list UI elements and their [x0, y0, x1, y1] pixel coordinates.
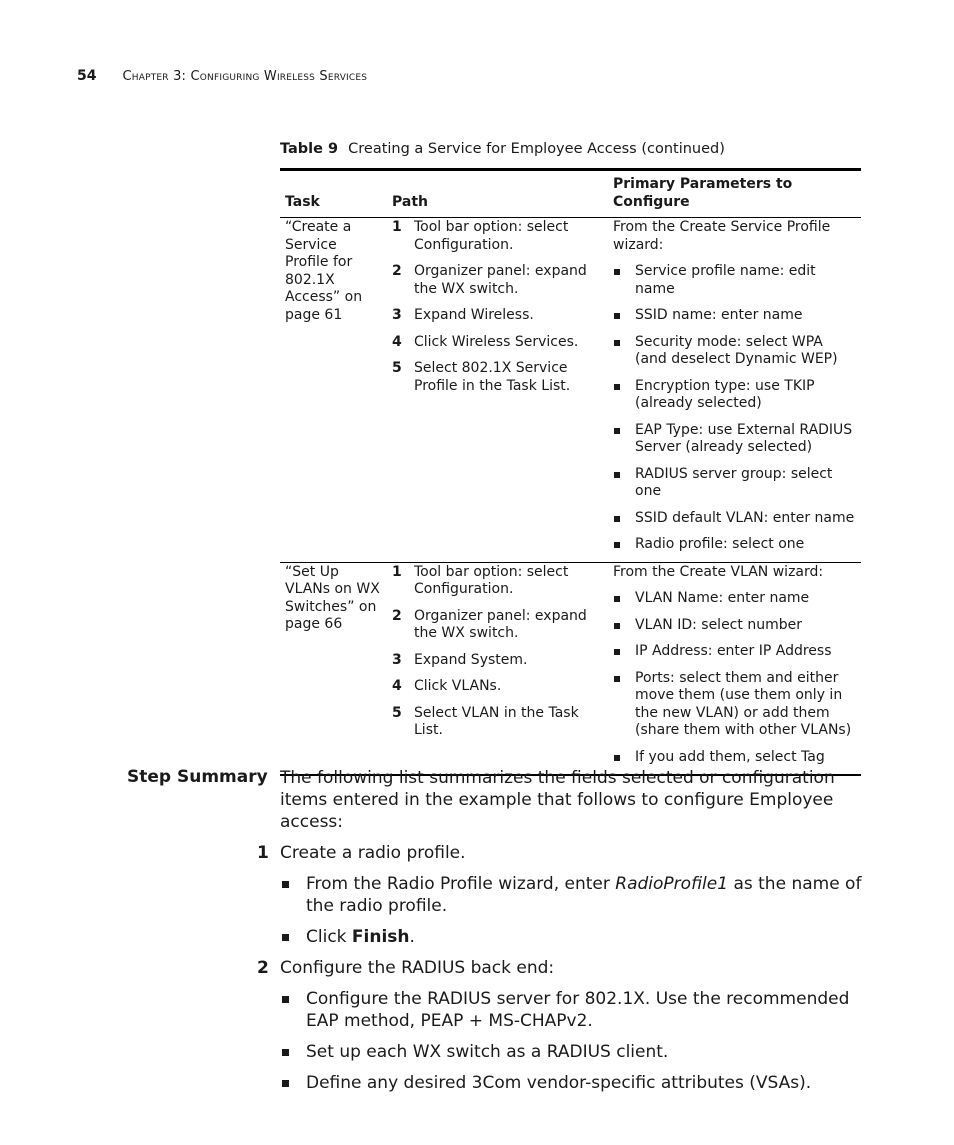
task-cell: “Set Up VLANs on WX Switches” on page 66	[285, 563, 380, 632]
parameter-item: SSID name: enter name	[613, 307, 857, 325]
bullet-icon	[614, 596, 620, 602]
step-number: 1	[257, 843, 269, 863]
parameter-item: Encryption type: use TKIP (already selected)	[613, 378, 857, 413]
parameters-cell	[608, 562, 861, 775]
bullet-icon	[614, 313, 620, 319]
step-text: Create a radio profile.	[280, 843, 466, 863]
summary-step	[257, 957, 870, 1094]
path-step: 4 Click VLANs.	[392, 678, 502, 694]
step-text: Configure the RADIUS back end:	[280, 958, 555, 978]
bullet-icon	[614, 428, 620, 434]
step-number: 2	[257, 958, 269, 978]
table-header-row	[280, 170, 861, 218]
bullet-icon	[614, 676, 620, 682]
table-row	[280, 218, 861, 563]
bullet-icon	[614, 542, 620, 548]
bullet-icon	[614, 516, 620, 522]
bullet-icon	[614, 623, 620, 629]
parameter-item: EAP Type: use External RADIUS Server (already selected)	[613, 422, 857, 457]
parameter-item: SSID default VLAN: enter name	[613, 510, 857, 528]
parameters-intro: From the Create Service Profile wizard:	[613, 219, 831, 253]
step-bullet: Set up each WX switch as a RADIUS client.	[280, 1041, 870, 1063]
parameters-intro: From the Create VLAN wizard:	[613, 563, 824, 580]
parameter-item: Security mode: select WPA (and deselect Dynamic WEP)	[613, 334, 857, 369]
path-step: 1 Tool bar option: select Configuration.	[392, 563, 569, 597]
path-step: 5 Select VLAN in the Task List.	[392, 704, 579, 738]
path-step: 4 Click Wireless Services.	[392, 333, 579, 350]
bullet-icon	[282, 996, 289, 1003]
bullet-icon	[614, 649, 620, 655]
parameter-item: RADIUS server group: select one	[613, 466, 857, 501]
path-cell	[387, 218, 608, 563]
header-path: Path	[392, 193, 428, 210]
page-number: 54	[77, 68, 97, 84]
bullet-icon	[282, 1080, 289, 1087]
table-title: Creating a Service for Employee Access (continued)	[348, 141, 725, 157]
section-body	[257, 767, 870, 1103]
path-step: 2 Organizer panel: expand the WX switch.	[392, 263, 587, 297]
running-header	[77, 68, 367, 84]
radio-profile-name: RadioProfile1	[615, 874, 729, 894]
bullet-icon	[282, 934, 289, 941]
bullet-icon	[282, 881, 289, 888]
parameters-cell	[608, 218, 861, 563]
table-9	[280, 168, 861, 776]
path-step: 2 Organizer panel: expand the WX switch.	[392, 607, 587, 641]
table-row	[280, 562, 861, 775]
table-caption	[280, 141, 725, 157]
parameter-item: VLAN Name: enter name	[613, 590, 857, 608]
step-bullet: Configure the RADIUS server for 802.1X. Use the recommended EAP method, PEAP + MS-CHAPv2.	[280, 988, 870, 1032]
path-step: 1 Tool bar option: select Configuration.	[392, 219, 569, 253]
step-bullet: Click Finish.	[280, 926, 870, 948]
path-step: 5 Select 802.1X Service Profile in the Task List.	[392, 360, 571, 394]
parameter-item: If you add them, select Tag	[613, 749, 857, 767]
parameter-item: Radio profile: select one	[613, 536, 857, 554]
step-bullet: From the Radio Profile wizard, enter RadioProfile1 as the name of the radio profile.	[280, 873, 870, 917]
bullet-icon	[282, 1049, 289, 1056]
bullet-icon	[614, 384, 620, 390]
parameter-item: VLAN ID: select number	[613, 617, 857, 635]
section-heading: Step Summary	[127, 767, 268, 787]
bullet-icon	[614, 755, 620, 761]
bullet-icon	[614, 340, 620, 346]
parameter-item: IP Address: enter IP Address	[613, 643, 857, 661]
path-step: 3 Expand Wireless.	[392, 307, 534, 323]
bullet-icon	[614, 269, 620, 275]
path-cell	[387, 562, 608, 775]
section-intro: The following list summarizes the fields selected or configuration items entered in the example that follows to configure Employee access:	[280, 768, 835, 832]
header-task: Task	[285, 193, 320, 210]
bullet-icon	[614, 472, 620, 478]
header-parameters: Primary Parameters to Configure	[613, 176, 793, 210]
task-cell: “Create a Service Profile for 802.1X Access” on page 61	[285, 219, 363, 323]
summary-step	[257, 842, 870, 948]
table-label: Table 9	[280, 141, 339, 157]
parameter-item: Service profile name: edit name	[613, 263, 857, 298]
path-step: 3 Expand System.	[392, 651, 528, 668]
step-bullet: Define any desired 3Com vendor-specific attributes (VSAs).	[280, 1072, 870, 1094]
finish-label: Finish	[351, 927, 410, 947]
chapter-title: Chapter 3: Configuring Wireless Services	[122, 69, 368, 84]
parameter-item: Ports: select them and either move them (use them only in the new VLAN) or add them (share them with other VLANs)	[613, 670, 857, 740]
